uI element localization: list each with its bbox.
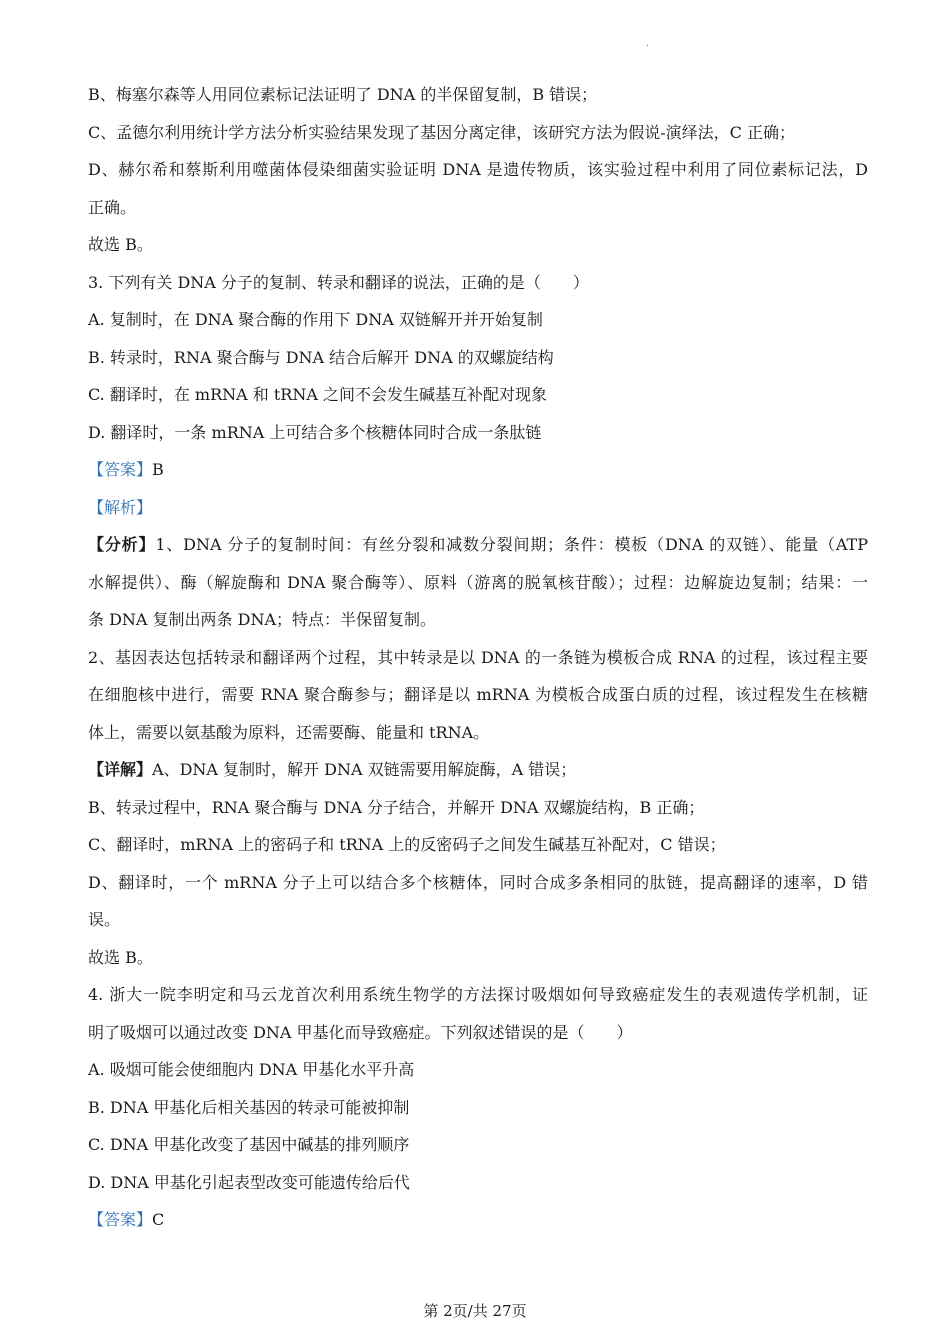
- q3-detail-d-cont: 误。: [88, 910, 121, 929]
- q3-fenxi-line-2: 水解提供）、酶（解旋酶和 DNA 聚合酶等）、原料（游离的脱氧核苷酸）；过程：边解旋边复制；结果：一: [88, 572, 868, 592]
- q2-option-b-explanation: B、梅塞尔森等人用同位素标记法证明了 DNA 的半保留复制，B 错误；: [88, 85, 598, 104]
- fenxi-tag: 【分析】: [88, 535, 156, 554]
- q3-option-c: C. 翻译时，在 mRNA 和 tRNA 之间不会发生碱基互补配对现象: [88, 385, 547, 404]
- q2-option-d-explanation: D、赫尔希和蔡斯利用噬菌体侵染细菌实验证明 DNA 是遗传物质，该实验过程中利用了同位素标记法，D: [88, 160, 868, 179]
- q3-option-b: B. 转录时，RNA 聚合酶与 DNA 结合后解开 DNA 的双螺旋结构: [88, 347, 554, 367]
- q4-option-a: A. 吸烟可能会使细胞内 DNA 甲基化水平升高: [88, 1060, 415, 1079]
- q3-answer: [88, 451, 868, 489]
- q3-detail-d: D、翻译时，一个 mRNA 分子上可以结合多个核糖体，同时合成多条相同的肽链，提高翻译的速率，D 错: [88, 872, 868, 892]
- q3-detail-b: B、转录过程中，RNA 聚合酶与 DNA 分子结合，并解开 DNA 双螺旋结构，B 正确；: [88, 797, 705, 817]
- q3-fenxi-line-6: 体上，需要以氨基酸为原料，还需要酶、能量和 tRNA。: [88, 722, 490, 742]
- answer-tag: 【答案】: [88, 1210, 153, 1229]
- q3-fenxi-line-1: [88, 526, 868, 564]
- q3-stem: 3. 下列有关 DNA 分子的复制、转录和翻译的说法，正确的是（ ）: [88, 272, 589, 292]
- q2-option-d-explanation-cont: 正确。: [88, 197, 137, 217]
- q4-answer: [88, 1201, 868, 1239]
- q4-option-c: C. DNA 甲基化改变了基因中碱基的排列顺序: [88, 1135, 410, 1154]
- q4-option-b: B. DNA 甲基化后相关基因的转录可能被抑制: [88, 1097, 410, 1117]
- answer-value: C: [152, 1210, 165, 1229]
- q4-stem-line-2: 明了吸烟可以通过改变 DNA 甲基化而导致癌症。下列叙述错误的是（ ）: [88, 1022, 633, 1042]
- answer-tag: 【答案】: [88, 460, 153, 479]
- q2-option-c-explanation: C、孟德尔利用统计学方法分析实验结果发现了基因分离定律，该研究方法为假说-演绎法，C 正确；: [88, 122, 795, 142]
- detail-a-text: A、DNA 复制时，解开 DNA 双链需要用解旋酶，A 错误；: [152, 760, 577, 779]
- header-mark: .: [646, 38, 650, 49]
- q3-option-a: A. 复制时，在 DNA 聚合酶的作用下 DNA 双链解开并开始复制: [88, 310, 543, 329]
- q3-fenxi-line-3: 条 DNA 复制出两条 DNA；特点：半保留复制。: [88, 610, 437, 629]
- q3-analysis-tag: 【解析】: [88, 497, 153, 517]
- fenxi-text: 1、DNA 分子的复制时间：有丝分裂和减数分裂间期；条件：模板（DNA 的双链）、能量（ATP: [155, 535, 868, 554]
- page-footer: 第 2页/共 27页: [423, 1302, 527, 1320]
- q3-conclusion: 故选 B。: [88, 947, 153, 967]
- document-page: [88, 76, 868, 1239]
- q3-option-d: D. 翻译时，一条 mRNA 上可结合多个核糖体同时合成一条肽链: [88, 422, 542, 442]
- q4-option-d: D. DNA 甲基化引起表型改变可能遗传给后代: [88, 1172, 410, 1192]
- detail-tag: 【详解】: [88, 760, 153, 779]
- q3-detail-c: C、翻译时，mRNA 上的密码子和 tRNA 上的反密码子之间发生碱基互补配对，C 错误；: [88, 835, 726, 854]
- q3-detail-a: [88, 751, 868, 789]
- q3-fenxi-line-5: 在细胞核中进行，需要 RNA 聚合酶参与；翻译是以 mRNA 为模板合成蛋白质的过程，该过程发生在核糖: [88, 685, 868, 704]
- q4-stem-line-1: 4. 浙大一院李明定和马云龙首次利用系统生物学的方法探讨吸烟如何导致癌症发生的表观遗传学机制，证: [88, 985, 868, 1004]
- q3-fenxi-line-4: 2、基因表达包括转录和翻译两个过程，其中转录是以 DNA 的一条链为模板合成 RNA 的过程，该过程主要: [88, 647, 868, 667]
- q2-conclusion: 故选 B。: [88, 235, 153, 254]
- answer-value: B: [152, 460, 164, 479]
